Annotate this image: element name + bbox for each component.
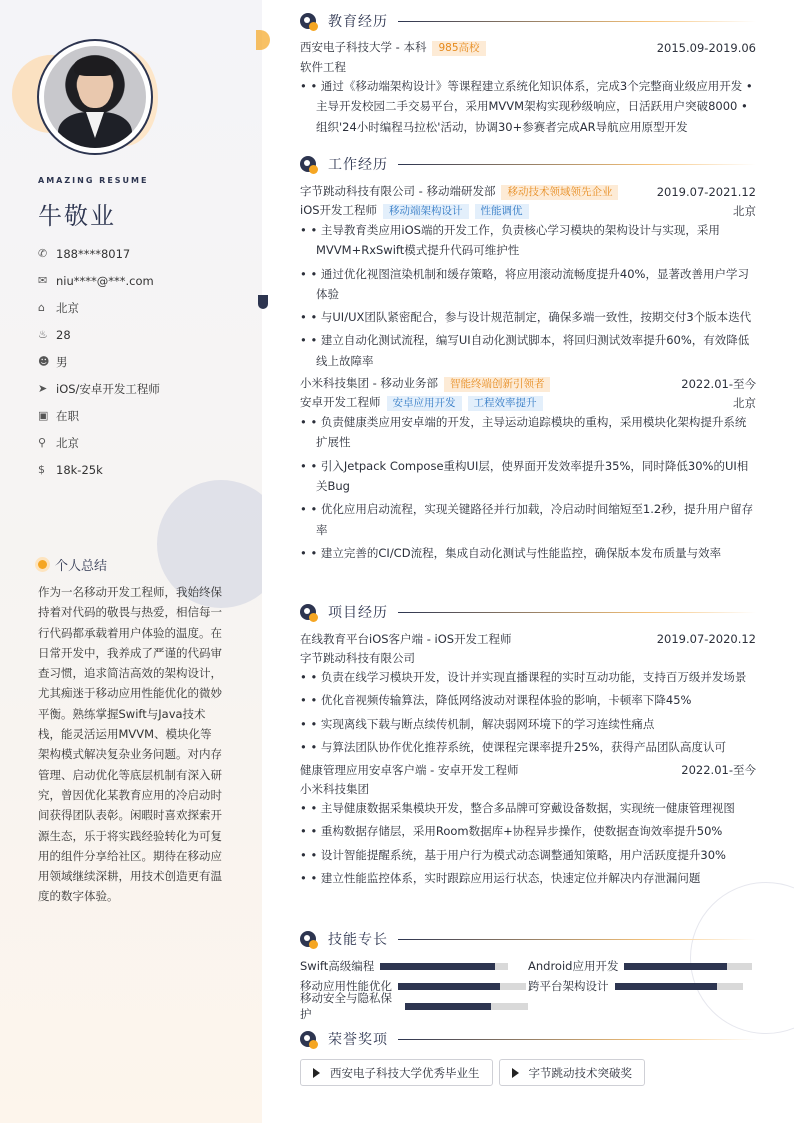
award-list	[300, 1059, 756, 1086]
avatar	[44, 46, 146, 148]
section-divider	[398, 164, 756, 165]
info-row	[38, 402, 248, 429]
role-tag: 工程效率提升	[468, 396, 543, 411]
section-title: 项目经历	[328, 605, 388, 621]
summary-title: 个人总结	[55, 559, 108, 574]
decorative-half-circle	[258, 295, 268, 309]
award-badge	[499, 1059, 646, 1086]
skill-bar	[380, 963, 508, 970]
skill-bar	[405, 1003, 528, 1010]
skill-level-fill	[398, 983, 500, 990]
company-row	[300, 374, 756, 393]
info-text: 18k-25k	[56, 462, 103, 477]
role-name: 安卓开发工程师	[300, 395, 381, 410]
education-row	[300, 38, 756, 57]
job-date: 2019.07-2021.12	[656, 184, 756, 199]
salary-icon: $	[38, 463, 45, 476]
skill-name: 移动安全与隐私保护	[300, 991, 392, 1021]
section-icon	[300, 1031, 316, 1047]
section-header	[300, 1028, 756, 1050]
company-cell	[300, 183, 618, 200]
skill-item	[300, 991, 528, 1021]
info-row	[38, 429, 248, 456]
award-name: 西安电子科技大学优秀毕业生	[330, 1065, 480, 1080]
job-city: 北京	[733, 395, 756, 410]
project-date: 2019.07-2020.12	[656, 631, 756, 646]
section-header	[300, 601, 756, 623]
resume-tagline: AMAZING RESUME	[38, 176, 149, 185]
skill-list	[300, 956, 756, 1021]
project-date: 2022.01-至今	[681, 762, 756, 777]
project-bullet: • • 优化音视频传输算法，降低网络波动对课程体验的影响，卡顿率下降45%	[300, 690, 756, 710]
info-text: iOS/安卓开发工程师	[56, 381, 160, 396]
info-text: niu****@***.com	[56, 273, 154, 288]
job-city: 北京	[733, 203, 756, 218]
mail-icon: ✉	[38, 274, 48, 287]
skill-bar	[398, 983, 526, 990]
skill-level-fill	[380, 963, 495, 970]
role-cell	[300, 394, 543, 411]
job-date: 2022.01-至今	[681, 376, 756, 391]
info-row	[38, 375, 248, 402]
skill-level-fill	[624, 963, 726, 970]
section-title: 教育经历	[328, 14, 388, 30]
section-title: 技能专长	[328, 932, 388, 948]
info-row	[38, 321, 248, 348]
section-icon	[300, 13, 316, 29]
company-row	[300, 182, 756, 201]
company-name: 小米科技集团 - 移动业务部	[300, 376, 438, 391]
location-icon: ⚲	[38, 436, 47, 449]
role-row	[300, 201, 756, 220]
send-icon: ➤	[38, 382, 48, 395]
project-bullet: • • 与算法团队协作优化推荐系统，使课程完课率提升25%，获得产品团队高度认可	[300, 737, 756, 757]
award-name: 字节跳动技术突破奖	[528, 1065, 632, 1080]
section-title: 荣誉奖项	[328, 1032, 388, 1048]
project-bullet: • • 建立性能监控体系，实时跟踪应用运行状态，快速定位并解决内存泄漏问题	[300, 868, 756, 888]
contact-info-list	[38, 240, 248, 483]
info-row	[38, 456, 248, 483]
company-name: 字节跳动科技有限公司 - 移动端研发部	[300, 184, 496, 198]
play-icon	[313, 1068, 320, 1078]
job-bullet: • • 与UI/UX团队紧密配合，参与设计规范制定，确保多端一致性，按期交付3个版本迭代	[300, 307, 756, 327]
role-name: iOS开发工程师	[300, 203, 378, 217]
play-icon	[512, 1068, 519, 1078]
awards-section	[300, 1028, 756, 1086]
project-org-row	[300, 779, 756, 798]
job-bullet: • • 引入Jetpack Compose重构UI层，使界面开发效率提升35%，同时降低30%的UI相关Bug	[300, 456, 756, 497]
project-bullet: • • 实现离线下载与断点续传机制，解决弱网环境下的学习连续性痛点	[300, 714, 756, 734]
skill-name: Swift高级编程	[300, 959, 375, 973]
role-tag: 性能调优	[475, 204, 529, 219]
skill-name: 移动应用性能优化	[300, 979, 392, 993]
section-icon	[300, 931, 316, 947]
decorative-half-circle	[256, 30, 270, 50]
cake-icon: ♨	[38, 328, 48, 341]
role-cell	[300, 202, 529, 219]
skill-item	[300, 956, 528, 976]
skill-name: 跨平台架构设计	[528, 979, 609, 993]
briefcase-icon: ▣	[38, 409, 49, 422]
info-row	[38, 348, 248, 375]
project-org: 字节跳动科技有限公司	[300, 650, 415, 665]
projects-section	[300, 601, 756, 891]
award-badge	[300, 1059, 493, 1086]
section-divider	[398, 1039, 756, 1040]
home-icon: ⌂	[38, 301, 45, 314]
project-bullet: • • 主导健康数据采集模块开发，整合多品牌可穿戴设备数据，实现统一健康管理视图	[300, 798, 756, 818]
major-row	[300, 57, 756, 76]
info-text: 在职	[56, 408, 79, 423]
project-list	[300, 629, 756, 888]
education-section	[300, 10, 756, 137]
section-divider	[398, 612, 756, 613]
section-header	[300, 153, 756, 175]
info-row	[38, 267, 248, 294]
job-bullet: • • 主导教育类应用iOS端的开发工作，负责核心学习模块的架构设计与实现，采用MVVM+RxSwift模式提升代码可维护性	[300, 220, 756, 261]
company-tag: 智能终端创新引领者	[444, 377, 551, 392]
sidebar	[0, 0, 262, 1123]
info-text: 28	[56, 327, 71, 342]
work-list	[300, 182, 756, 563]
section-divider	[398, 939, 756, 940]
role-row	[300, 393, 756, 412]
education-description: • • 通过《移动端架构设计》等课程建立系统化知识体系，完成3个完整商业级应用开发 • 主导开发校园二手交易平台，采用MVVM架构实现秒级响应，日活跃用户突破8000 • 组织'24小时编程马拉松'活动，协调30+参赛者完成AR导航应用原型开发	[300, 76, 756, 137]
skill-bar	[624, 963, 752, 970]
project-row	[300, 629, 756, 648]
skill-bar	[615, 983, 743, 990]
job-bullet: • • 负责健康类应用安卓端的开发，主导运动追踪模块的重构，采用模块化架构提升系统扩展性	[300, 412, 756, 453]
info-text: 188****8017	[56, 246, 131, 261]
skill-level-fill	[405, 1003, 491, 1010]
section-title: 工作经历	[328, 157, 388, 173]
section-header	[300, 928, 756, 950]
candidate-name: 牛敬业	[38, 202, 116, 230]
summary-text: 作为一名移动开发工程师，我始终保持着对代码的敬畏与热爱，相信每一行代码都承载着用户体验的温度。在日常开发中，我养成了严谨的代码审查习惯，追求简洁高效的架构设计，尤其痴迷于移动应用性能优化的微妙平衡。熟练掌握Swift与Java技术栈，能灵活运用MVVM、模块化等架构模式解决复杂业务问题。对内存管理、启动优化等底层机制有深入研究，曾因优化某教育应用的冷启动时间获得团队表彰。闲暇时喜欢探索开源生态，乐于将实践经验转化为可复用的组件分享给社区。期待在移动应用领域继续深耕，用技术创造更有温度的数字体验。	[38, 585, 222, 904]
project-bullet: • • 设计智能提醒系统，基于用户行为模式动态调整通知策略，用户活跃度提升30%	[300, 845, 756, 865]
job-bullet: • • 优化应用启动流程，实现关键路径并行加载，冷启动时间缩短至1.2秒，提升用户留存率	[300, 499, 756, 540]
section-icon	[300, 156, 316, 172]
skill-level-fill	[615, 983, 717, 990]
section-icon	[300, 604, 316, 620]
section-header	[300, 10, 756, 32]
company-cell	[300, 375, 550, 392]
project-bullet: • • 重构数据存储层，采用Room数据库+协程异步操作，使数据查询效率提升50%	[300, 821, 756, 841]
info-text: 男	[56, 354, 68, 369]
major: 软件工程	[300, 59, 346, 74]
project-name: 在线教育平台iOS客户端 - iOS开发工程师	[300, 631, 512, 646]
info-row	[38, 294, 248, 321]
bullet-dot-icon	[38, 560, 47, 569]
project-name: 健康管理应用安卓客户端 - 安卓开发工程师	[300, 762, 519, 777]
project-row	[300, 760, 756, 779]
section-divider	[398, 21, 756, 22]
skill-item	[528, 976, 756, 996]
work-section	[300, 153, 756, 566]
project-bullet: • • 负责在线学习模块开发，设计并实现直播课程的实时互动功能，支持百万级并发场景	[300, 667, 756, 687]
phone-icon: ✆	[38, 247, 48, 260]
job-bullet: • • 建立自动化测试流程，编写UI自动化测试脚本，将回归测试效率提升60%，有效降低线上故障率	[300, 330, 756, 371]
skill-item	[528, 956, 756, 976]
school-tag: 985高校	[432, 41, 485, 56]
person-icon: ☻	[38, 355, 50, 368]
education-date: 2015.09-2019.06	[656, 40, 756, 55]
summary-heading	[38, 555, 107, 574]
role-tag: 移动端架构设计	[383, 204, 469, 219]
info-text: 北京	[56, 435, 79, 450]
project-org-row	[300, 648, 756, 667]
company-tag: 移动技术领域领先企业	[501, 185, 618, 200]
school-name: 西安电子科技大学 - 本科	[300, 40, 427, 54]
skills-section	[300, 928, 756, 1021]
info-row	[38, 240, 248, 267]
project-org: 小米科技集团	[300, 781, 369, 796]
job-bullet: • • 建立完善的CI/CD流程，集成自动化测试与性能监控，确保版本发布质量与效率	[300, 543, 756, 563]
info-text: 北京	[56, 300, 79, 315]
skill-name: Android应用开发	[528, 959, 619, 973]
job-bullet: • • 通过优化视图渲染机制和缓存策略，将应用滚动流畅度提升40%，显著改善用户学习体验	[300, 264, 756, 305]
role-tag: 安卓应用开发	[387, 396, 462, 411]
